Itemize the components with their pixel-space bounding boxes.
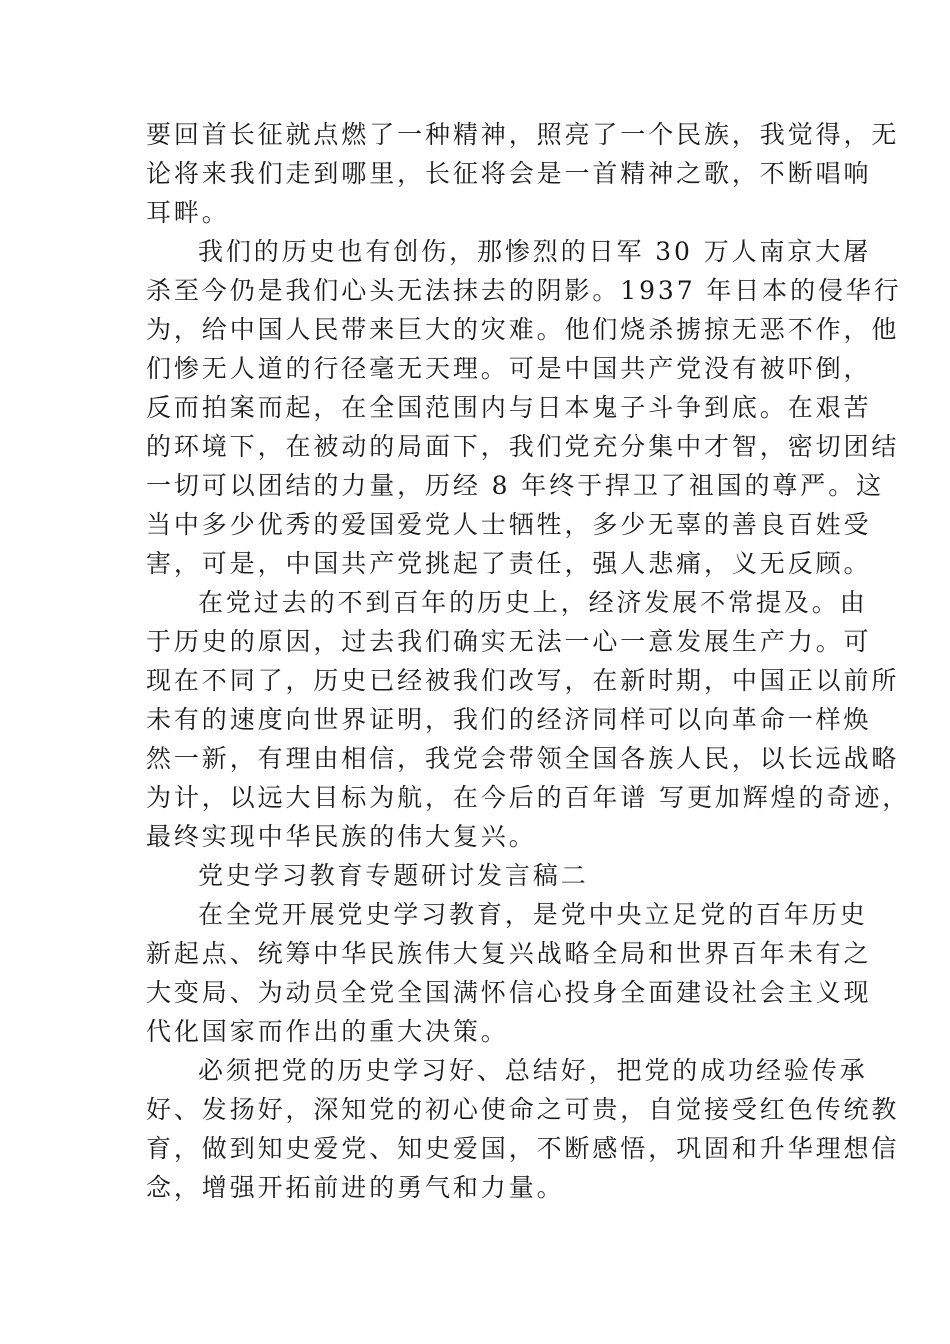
section-heading: 党史学习教育专题研讨发言稿二 <box>198 861 589 890</box>
text-line: 当中多少优秀的爱国爱党人士牺牲，多少无辜的善良百姓受 <box>146 510 872 539</box>
text-line: 育，做到知史爱党、知史爱国，不断感悟，巩固和升华理想信 <box>146 1134 900 1163</box>
text-line: 为，给中国人民带来巨大的灾难。他们烧杀掳掠无恶不作，他 <box>146 315 900 344</box>
text-line: 最终实现中华民族的伟大复兴。 <box>146 822 537 851</box>
text-line: 论将来我们走到哪里，长征将会是一首精神之歌，不断唱响 <box>146 159 872 188</box>
text-line: 反而拍案而起，在全国范围内与日本鬼子斗争到底。在艰苦 <box>146 393 872 422</box>
text-line: 代化国家而作出的重大决策。 <box>146 1017 509 1046</box>
text-line: 我们的历史也有创伤，那惨烈的日军 30 万人南京大屠 <box>198 237 872 266</box>
text-line: 新起点、统筹中华民族伟大复兴战略全局和世界百年未有之 <box>146 939 872 968</box>
text-line: 在党过去的不到百年的历史上，经济发展不常提及。由 <box>198 588 868 617</box>
text-line: 耳畔。 <box>146 198 230 227</box>
text-line: 现在不同了，历史已经被我们改写，在新时期，中国正以前所 <box>146 666 900 695</box>
text-line: 的环境下，在被动的局面下，我们党充分集中才智，密切团结 <box>146 432 900 461</box>
document-body <box>146 115 911 1207</box>
text-line: 于历史的原因，过去我们确实无法一心一意发展生产力。可 <box>146 627 872 656</box>
text-line: 一切可以团结的力量，历经 8 年终于捍卫了祖国的尊严。这 <box>146 471 885 500</box>
text-line: 要回首长征就点燃了一种精神，照亮了一个民族，我觉得，无 <box>146 120 900 149</box>
text-line: 念，增强开拓前进的勇气和力量。 <box>146 1173 565 1202</box>
text-line: 必须把党的历史学习好、总结好，把党的成功经验传承 <box>198 1056 868 1085</box>
text-line: 为计，以远大目标为航，在今后的百年谱 写更加辉煌的奇迹， <box>146 783 911 812</box>
text-line: 好、发扬好，深知党的初心使命之可贵，自觉接受红色传统教 <box>146 1095 900 1124</box>
text-line: 大变局、为动员全党全国满怀信心投身全面建设社会主义现 <box>146 978 872 1007</box>
text-line: 然一新，有理由相信，我党会带领全国各族人民，以长远战略 <box>146 744 900 773</box>
text-line: 在全党开展党史学习教育，是党中央立足党的百年历史 <box>198 900 868 929</box>
text-line: 未有的速度向世界证明，我们的经济同样可以向革命一样焕 <box>146 705 872 734</box>
text-line: 们惨无人道的行径毫无天理。可是中国共产党没有被吓倒， <box>146 354 872 383</box>
text-line: 杀至今仍是我们心头无法抹去的阴影。1937 年日本的侵华行 <box>146 276 902 305</box>
text-line: 害，可是，中国共产党挑起了责任，强人悲痛，义无反顾。 <box>146 549 872 578</box>
